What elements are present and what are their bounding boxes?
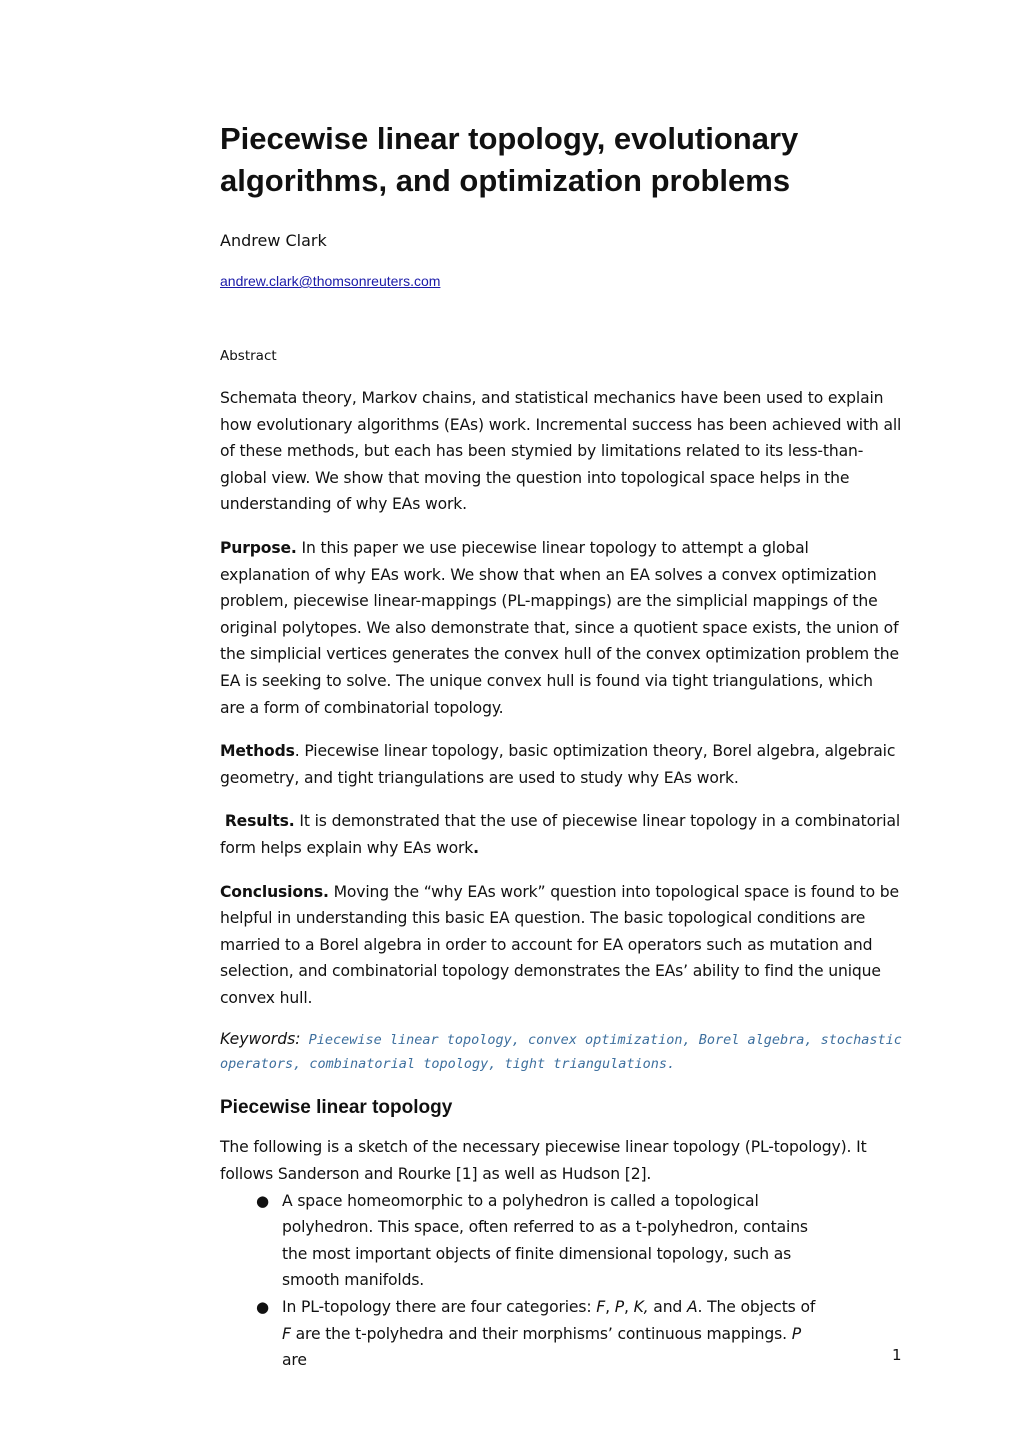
conclusions-text: Moving the “why EAs work” question into topological space is found to be helpful in understanding this basic EA question. The basic topological conditions are married to a Borel algebra in order to account for EA operators such as mutation and selection, and combinatorial topology demonstrates the EAs’ ability to find the unique convex hull. [220, 882, 900, 1007]
paper-title: Piecewise linear topology, evolutionary algorithms, and optimization problems [220, 121, 799, 198]
bullet-icon: ● [256, 1298, 269, 1317]
paper-page [220, 118, 902, 1374]
section-intro: The following is a sketch of the necessary piecewise linear topology (PL-topology). It follows Sanderson and Rourke [1] as well as Hudson [2]. [220, 1138, 867, 1184]
category-p: P [614, 1298, 624, 1317]
bullet-text-part: . The objects of [697, 1298, 816, 1317]
keywords-paragraph [220, 1027, 902, 1076]
keywords-text: Piecewise linear topology, convex optimization, Borel algebra, stochastic operators, combinatorial topology, tight triangulations. [220, 1032, 902, 1073]
bullet-text-part: In PL-topology there are four categories: [282, 1298, 597, 1317]
section-title-piecewise-linear-topology: Piecewise linear topology [220, 1097, 453, 1119]
category-f-ref: F [282, 1324, 291, 1343]
separator: , [623, 1298, 634, 1317]
separator: , [605, 1298, 615, 1317]
results-label: Results. [224, 812, 295, 831]
purpose-text: In this paper we use piecewise linear topology to attempt a global explanation of why EAs work. We show that when an EA solves a convex optimization problem, piecewise linear-mappings (PL-mappings) are the simplicial mappings of the original polytopes. We also demonstrate that, since a quotient space exists, the union of the simplicial vertices generates the convex hull of the convex optimization problem the EA is seeking to solve. The unique convex hull is found via tight triangulations, which are a form of combinatorial topology. [220, 538, 899, 717]
bullet-text-part: are [282, 1351, 307, 1370]
author-email-link[interactable]: andrew.clark@thomsonreuters.com [220, 273, 441, 289]
purpose-label: Purpose. [220, 538, 297, 557]
bullet-text: A space homeomorphic to a polyhedron is called a topological polyhedron. This space, often referred to as a t-polyhedron, contains the most important objects of finite dimensional topology, such as smooth manifolds. [282, 1191, 808, 1290]
results-end: . [473, 838, 479, 857]
bullet-icon: ● [256, 1191, 269, 1210]
page-number: 1 [892, 1346, 902, 1364]
conclusions-label: Conclusions. [220, 882, 329, 901]
category-a: A [687, 1298, 698, 1317]
keywords-label: Keywords: [220, 1030, 301, 1049]
category-k: K, [633, 1298, 649, 1317]
category-f: F [596, 1298, 606, 1317]
results-text: It is demonstrated that the use of piecewise linear topology in a combinatorial form helps explain why EAs work [220, 812, 901, 857]
methods-label: Methods [220, 742, 295, 761]
bullet-text-part: are the t-polyhedra and their morphisms’ continuous mappings. [290, 1324, 792, 1343]
category-p-ref: P [791, 1324, 801, 1343]
abstract-text: Schemata theory, Markov chains, and statistical mechanics have been used to explain how evolutionary algorithms (EAs) work. Incremental success has been achieved with all of these methods, but each has been stymied by limitations related to its less-than-global view. We show that moving the question into topological space helps in the understanding of why EAs work. [220, 389, 902, 514]
results-paragraph [220, 808, 902, 861]
purpose-paragraph [220, 535, 902, 721]
conclusions-paragraph [220, 879, 902, 1012]
methods-paragraph [220, 738, 902, 791]
abstract-heading: Abstract [220, 348, 277, 364]
list-item [256, 1294, 822, 1374]
list-item [256, 1188, 822, 1294]
bullet-list [220, 1188, 822, 1374]
separator: and [648, 1298, 687, 1317]
author-name: Andrew Clark [220, 231, 327, 250]
methods-text: . Piecewise linear topology, basic optimization theory, Borel algebra, algebraic geometry, and tight triangulations are used to study why EAs work. [220, 742, 896, 787]
